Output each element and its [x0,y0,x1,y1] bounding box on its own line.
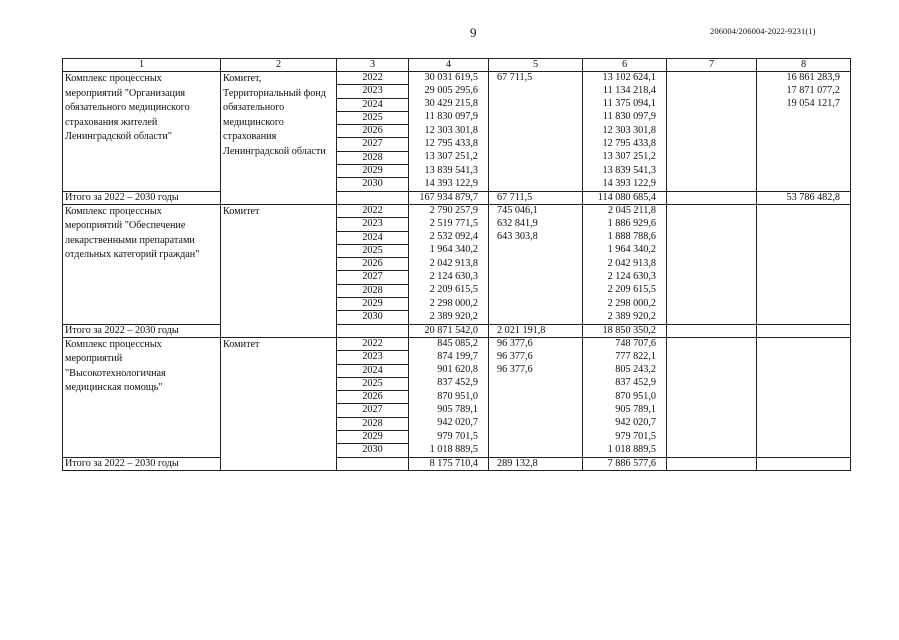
other-sources-cell [757,311,851,324]
regional-budget-cell: 11 134 218,4 [583,85,667,98]
local-budget-cell [667,85,757,98]
other-sources-cell [757,284,851,297]
federal-budget-cell: 632 841,9 [489,218,583,231]
other-sources-cell [757,364,851,377]
year-cell: 2022 [337,204,409,217]
year-cell: 2030 [337,178,409,191]
total-amount-cell: 13 839 541,3 [409,165,489,178]
year-cell: 2023 [337,218,409,231]
column-header: 1 [63,59,221,72]
other-sources-cell [757,271,851,284]
year-cell: 2028 [337,417,409,430]
other-sources-cell [757,204,851,217]
local-budget-cell [667,138,757,151]
table-row [63,204,851,217]
local-budget-cell [667,417,757,430]
budget-table [62,58,851,471]
other-sources-cell [757,125,851,138]
year-cell: 2027 [337,404,409,417]
federal-budget-cell [489,151,583,164]
other-sources-cell: 19 054 121,7 [757,98,851,111]
local-budget-cell [667,444,757,457]
regional-budget-cell: 805 243,2 [583,364,667,377]
regional-budget-cell: 114 080 685,4 [583,191,667,204]
federal-budget-cell: 643 303,8 [489,231,583,244]
table-body [63,72,851,471]
federal-budget-cell [489,404,583,417]
regional-budget-cell: 942 020,7 [583,417,667,430]
federal-budget-cell [489,417,583,430]
other-sources-cell [757,444,851,457]
other-sources-cell [757,218,851,231]
regional-budget-cell: 12 303 301,8 [583,125,667,138]
executor-name: Комитет [221,337,337,470]
regional-budget-cell: 7 886 577,6 [583,457,667,470]
year-cell: 2025 [337,244,409,257]
total-amount-cell: 2 209 615,5 [409,284,489,297]
total-amount-cell: 29 005 295,6 [409,85,489,98]
column-header: 8 [757,59,851,72]
total-amount-cell: 905 789,1 [409,404,489,417]
program-name: Комплекс процессных мероприятий "Высокотехнологичная медицинская помощь" [63,337,221,457]
regional-budget-cell: 14 393 122,9 [583,178,667,191]
column-number-row [63,59,851,72]
federal-budget-cell [489,377,583,390]
year-cell: 2028 [337,151,409,164]
total-amount-cell: 901 620,8 [409,364,489,377]
other-sources-cell [757,165,851,178]
local-budget-cell [667,151,757,164]
regional-budget-cell: 11 375 094,1 [583,98,667,111]
total-amount-cell: 2 298 000,2 [409,298,489,311]
federal-budget-cell [489,298,583,311]
federal-budget-cell [489,244,583,257]
other-sources-cell [757,337,851,350]
total-year-cell [337,191,409,204]
total-amount-cell: 942 020,7 [409,417,489,430]
regional-budget-cell: 905 789,1 [583,404,667,417]
total-label: Итого за 2022 – 2030 годы [63,457,221,470]
other-sources-cell [757,351,851,364]
local-budget-cell [667,311,757,324]
total-amount-cell: 979 701,5 [409,431,489,444]
regional-budget-cell: 2 209 615,5 [583,284,667,297]
other-sources-cell [757,324,851,337]
federal-budget-cell [489,111,583,124]
year-cell: 2025 [337,111,409,124]
other-sources-cell [757,431,851,444]
federal-budget-cell [489,165,583,178]
total-year-cell [337,324,409,337]
program-name: Комплекс процессных мероприятий "Организация обязательного медицинского страхования жителей Ленинградской области" [63,72,221,192]
local-budget-cell [667,284,757,297]
local-budget-cell [667,231,757,244]
total-row [63,191,851,204]
year-cell: 2023 [337,351,409,364]
local-budget-cell [667,377,757,390]
column-header: 4 [409,59,489,72]
local-budget-cell [667,364,757,377]
federal-budget-cell: 2 021 191,8 [489,324,583,337]
total-amount-cell: 2 790 257,9 [409,204,489,217]
executor-name: Комитет, Территориальный фонд обязательного медицинского страхования Ленинградской области [221,72,337,205]
total-row [63,324,851,337]
federal-budget-cell [489,258,583,271]
local-budget-cell [667,324,757,337]
page-number: 9 [470,25,477,40]
total-amount-cell: 874 199,7 [409,351,489,364]
federal-budget-cell: 96 377,6 [489,364,583,377]
total-amount-cell: 1 018 889,5 [409,444,489,457]
federal-budget-cell [489,311,583,324]
regional-budget-cell: 870 951,0 [583,391,667,404]
federal-budget-cell [489,271,583,284]
program-name: Комплекс процессных мероприятий "Обеспечение лекарственными препаратами отдельных категорий граждан" [63,204,221,324]
federal-budget-cell: 289 132,8 [489,457,583,470]
year-cell: 2026 [337,391,409,404]
local-budget-cell [667,271,757,284]
local-budget-cell [667,178,757,191]
column-header: 3 [337,59,409,72]
total-amount-cell: 167 934 879,7 [409,191,489,204]
regional-budget-cell: 777 822,1 [583,351,667,364]
year-cell: 2030 [337,444,409,457]
regional-budget-cell: 18 850 350,2 [583,324,667,337]
year-cell: 2023 [337,85,409,98]
year-cell: 2022 [337,72,409,85]
table-row [63,72,851,85]
local-budget-cell [667,111,757,124]
total-amount-cell: 2 389 920,2 [409,311,489,324]
total-amount-cell: 837 452,9 [409,377,489,390]
regional-budget-cell: 11 830 097,9 [583,111,667,124]
total-amount-cell: 30 031 619,5 [409,72,489,85]
local-budget-cell [667,258,757,271]
column-header: 6 [583,59,667,72]
federal-budget-cell: 96 377,6 [489,351,583,364]
regional-budget-cell: 2 042 913,8 [583,258,667,271]
regional-budget-cell: 1 886 929,6 [583,218,667,231]
regional-budget-cell: 1 964 340,2 [583,244,667,257]
other-sources-cell [757,244,851,257]
other-sources-cell [757,151,851,164]
other-sources-cell [757,377,851,390]
other-sources-cell [757,231,851,244]
federal-budget-cell: 67 711,5 [489,191,583,204]
total-amount-cell: 2 042 913,8 [409,258,489,271]
total-amount-cell: 11 830 097,9 [409,111,489,124]
regional-budget-cell: 748 707,6 [583,337,667,350]
column-header: 7 [667,59,757,72]
local-budget-cell [667,404,757,417]
federal-budget-cell [489,431,583,444]
local-budget-cell [667,351,757,364]
local-budget-cell [667,298,757,311]
other-sources-cell: 17 871 077,2 [757,85,851,98]
other-sources-cell [757,111,851,124]
year-cell: 2026 [337,258,409,271]
local-budget-cell [667,244,757,257]
federal-budget-cell [489,284,583,297]
local-budget-cell [667,204,757,217]
year-cell: 2024 [337,231,409,244]
federal-budget-cell [489,138,583,151]
regional-budget-cell: 2 298 000,2 [583,298,667,311]
total-row [63,457,851,470]
local-budget-cell [667,165,757,178]
other-sources-cell: 16 861 283,9 [757,72,851,85]
total-amount-cell: 8 175 710,4 [409,457,489,470]
total-year-cell [337,457,409,470]
year-cell: 2030 [337,311,409,324]
regional-budget-cell: 13 102 624,1 [583,72,667,85]
year-cell: 2027 [337,138,409,151]
executor-name: Комитет [221,204,337,337]
federal-budget-cell [489,391,583,404]
total-amount-cell: 2 124 630,3 [409,271,489,284]
total-amount-cell: 20 871 542,0 [409,324,489,337]
regional-budget-cell: 2 389 920,2 [583,311,667,324]
other-sources-cell [757,298,851,311]
local-budget-cell [667,125,757,138]
year-cell: 2025 [337,377,409,390]
other-sources-cell [757,417,851,430]
local-budget-cell [667,391,757,404]
table-row [63,337,851,350]
total-amount-cell: 870 951,0 [409,391,489,404]
other-sources-cell [757,391,851,404]
federal-budget-cell [489,125,583,138]
year-cell: 2024 [337,364,409,377]
column-header: 2 [221,59,337,72]
total-label: Итого за 2022 – 2030 годы [63,191,221,204]
total-amount-cell: 12 303 301,8 [409,125,489,138]
other-sources-cell: 53 786 482,8 [757,191,851,204]
other-sources-cell [757,138,851,151]
year-cell: 2022 [337,337,409,350]
year-cell: 2029 [337,165,409,178]
total-amount-cell: 2 532 092,4 [409,231,489,244]
other-sources-cell [757,258,851,271]
federal-budget-cell: 745 046,1 [489,204,583,217]
regional-budget-cell: 13 839 541,3 [583,165,667,178]
local-budget-cell [667,72,757,85]
regional-budget-cell: 1 018 889,5 [583,444,667,457]
year-cell: 2029 [337,298,409,311]
total-amount-cell: 30 429 215,8 [409,98,489,111]
federal-budget-cell [489,85,583,98]
column-header: 5 [489,59,583,72]
regional-budget-cell: 979 701,5 [583,431,667,444]
total-amount-cell: 1 964 340,2 [409,244,489,257]
regional-budget-cell: 1 888 788,6 [583,231,667,244]
local-budget-cell [667,337,757,350]
total-amount-cell: 2 519 771,5 [409,218,489,231]
regional-budget-cell: 13 307 251,2 [583,151,667,164]
local-budget-cell [667,98,757,111]
other-sources-cell [757,457,851,470]
total-amount-cell: 845 085,2 [409,337,489,350]
local-budget-cell [667,431,757,444]
local-budget-cell [667,191,757,204]
federal-budget-cell [489,178,583,191]
year-cell: 2024 [337,98,409,111]
total-amount-cell: 13 307 251,2 [409,151,489,164]
year-cell: 2027 [337,271,409,284]
year-cell: 2029 [337,431,409,444]
regional-budget-cell: 837 452,9 [583,377,667,390]
document-id: 206004/206004-2022-9231(1) [710,26,816,36]
regional-budget-cell: 2 124 630,3 [583,271,667,284]
year-cell: 2028 [337,284,409,297]
local-budget-cell [667,218,757,231]
local-budget-cell [667,457,757,470]
total-label: Итого за 2022 – 2030 годы [63,324,221,337]
regional-budget-cell: 2 045 211,8 [583,204,667,217]
total-amount-cell: 14 393 122,9 [409,178,489,191]
federal-budget-cell [489,444,583,457]
year-cell: 2026 [337,125,409,138]
federal-budget-cell [489,98,583,111]
total-amount-cell: 12 795 433,8 [409,138,489,151]
federal-budget-cell: 67 711,5 [489,72,583,85]
federal-budget-cell: 96 377,6 [489,337,583,350]
regional-budget-cell: 12 795 433,8 [583,138,667,151]
other-sources-cell [757,404,851,417]
other-sources-cell [757,178,851,191]
